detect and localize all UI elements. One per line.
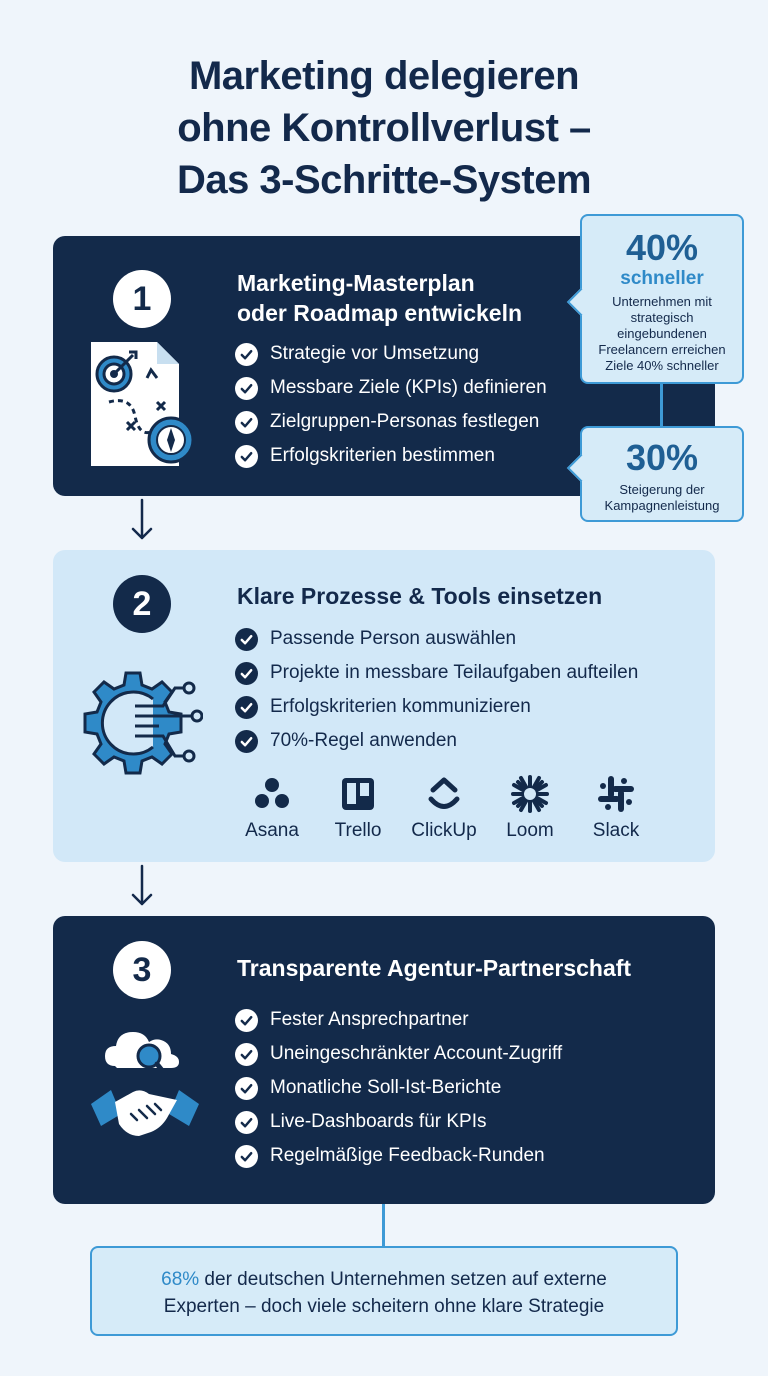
strategy-document-icon xyxy=(87,340,203,468)
slack-icon xyxy=(596,774,636,814)
bullet-text: Messbare Ziele (KPIs) definieren xyxy=(270,377,547,398)
bullet-item xyxy=(235,1071,562,1105)
step-number-badge: 1 xyxy=(113,270,171,328)
tool-slack xyxy=(573,774,659,842)
bullet-text: Erfolgskriterien kommunizieren xyxy=(270,696,531,717)
checkmark-icon xyxy=(235,377,258,400)
bullet-text: Strategie vor Umsetzung xyxy=(270,343,480,364)
trello-icon xyxy=(338,774,378,814)
arrow-down-icon xyxy=(130,498,154,542)
tools-row xyxy=(229,774,659,842)
checkmark-icon xyxy=(235,628,258,651)
bullet-text: 70%-Regel anwenden xyxy=(270,730,457,751)
step-title: Klare Prozesse & Tools einsetzen xyxy=(237,583,603,609)
bullet-item xyxy=(235,724,638,758)
tool-trello xyxy=(315,774,401,842)
footer-highlight: 68% xyxy=(161,1269,200,1290)
footer-text: der deutschen Unternehmen setzen auf externe xyxy=(199,1269,607,1290)
bullet-text: Regelmäßige Feedback-Runden xyxy=(270,1145,545,1166)
bullet-item xyxy=(235,405,547,439)
stat-callout-speed xyxy=(580,214,744,384)
connector-line xyxy=(382,1204,385,1248)
footer-statistic xyxy=(90,1246,678,1336)
tool-clickup xyxy=(401,774,487,842)
checkmark-icon xyxy=(235,1009,258,1032)
stat-description-line: Steigerung der xyxy=(619,482,705,497)
tool-loom xyxy=(487,774,573,842)
step-title xyxy=(237,268,522,328)
checkmark-icon xyxy=(235,730,258,753)
bullet-item xyxy=(235,337,547,371)
stat-description-line: Unternehmen mit xyxy=(612,294,712,309)
bullet-item xyxy=(235,690,638,724)
stat-description xyxy=(582,294,742,374)
step-bullet-list xyxy=(235,622,638,758)
tool-label: Slack xyxy=(592,820,640,841)
gear-circuit-icon xyxy=(83,668,203,778)
bullet-item xyxy=(235,1037,562,1071)
step-3-card xyxy=(53,916,715,1204)
stat-value: 40% xyxy=(625,227,699,268)
stat-description-line: eingebundenen xyxy=(617,326,707,341)
loom-icon xyxy=(510,774,550,814)
bullet-item xyxy=(235,1003,562,1037)
bullet-item xyxy=(235,656,638,690)
step-number-badge: 3 xyxy=(113,941,171,999)
bullet-text: Monatliche Soll-Ist-Berichte xyxy=(270,1077,502,1098)
checkmark-icon xyxy=(235,1043,258,1066)
page-title xyxy=(0,50,768,206)
checkmark-icon xyxy=(235,411,258,434)
checkmark-icon xyxy=(235,1111,258,1134)
bullet-text: Projekte in messbare Teilaufgaben aufteilen xyxy=(270,662,639,683)
bullet-item xyxy=(235,371,547,405)
page-title-line: ohne Kontrollverlust – xyxy=(177,106,591,150)
tool-label: Asana xyxy=(245,820,299,841)
connector-line xyxy=(660,384,663,428)
bullet-text: Zielgruppen-Personas festlegen xyxy=(270,411,540,432)
stat-description xyxy=(582,482,742,514)
stat-description-line: strategisch xyxy=(630,310,694,325)
footer-line xyxy=(92,1266,676,1293)
arrow-down-icon xyxy=(130,864,154,908)
checkmark-icon xyxy=(235,343,258,366)
clickup-icon xyxy=(424,774,464,814)
stat-subtitle: schneller xyxy=(620,268,704,289)
page-title-line: Marketing delegieren xyxy=(188,54,580,98)
asana-icon xyxy=(252,774,292,814)
bullet-text: Passende Person auswählen xyxy=(270,628,517,649)
stat-description-line: Freelancern erreichen xyxy=(598,342,726,357)
checkmark-icon xyxy=(235,445,258,468)
checkmark-icon xyxy=(235,662,258,685)
tool-label: ClickUp xyxy=(411,820,477,841)
stat-callout-performance xyxy=(580,426,744,522)
bullet-text: Uneingeschränkter Account-Zugriff xyxy=(270,1043,563,1064)
bullet-item xyxy=(235,622,638,656)
checkmark-icon xyxy=(235,1077,258,1100)
handshake-cloud-icon xyxy=(85,1010,205,1150)
tool-label: Loom xyxy=(506,820,554,841)
bullet-text: Fester Ansprechpartner xyxy=(270,1009,469,1030)
stat-description-line: Kampagnenleistung xyxy=(604,498,720,513)
tool-label: Trello xyxy=(334,820,382,841)
step-title-line: Marketing-Masterplan xyxy=(237,270,475,296)
footer-line: Experten – doch viele scheitern ohne klare Strategie xyxy=(163,1296,605,1317)
bullet-item xyxy=(235,439,547,473)
stat-value: 30% xyxy=(625,437,699,478)
step-bullet-list xyxy=(235,1003,562,1173)
step-title: Transparente Agentur-Partnerschaft xyxy=(237,955,632,981)
step-bullet-list xyxy=(235,337,547,473)
tool-asana xyxy=(229,774,315,842)
step-2-card xyxy=(53,550,715,862)
checkmark-icon xyxy=(235,696,258,719)
bullet-text: Live-Dashboards für KPIs xyxy=(270,1111,487,1132)
bullet-item xyxy=(235,1139,562,1173)
bullet-item xyxy=(235,1105,562,1139)
bullet-text: Erfolgskriterien bestimmen xyxy=(270,445,495,466)
step-title-line: oder Roadmap entwickeln xyxy=(237,300,523,326)
step-number-badge: 2 xyxy=(113,575,171,633)
stat-description-line: Ziele 40% schneller xyxy=(605,358,719,373)
checkmark-icon xyxy=(235,1145,258,1168)
page-title-line: Das 3-Schritte-System xyxy=(176,158,592,202)
